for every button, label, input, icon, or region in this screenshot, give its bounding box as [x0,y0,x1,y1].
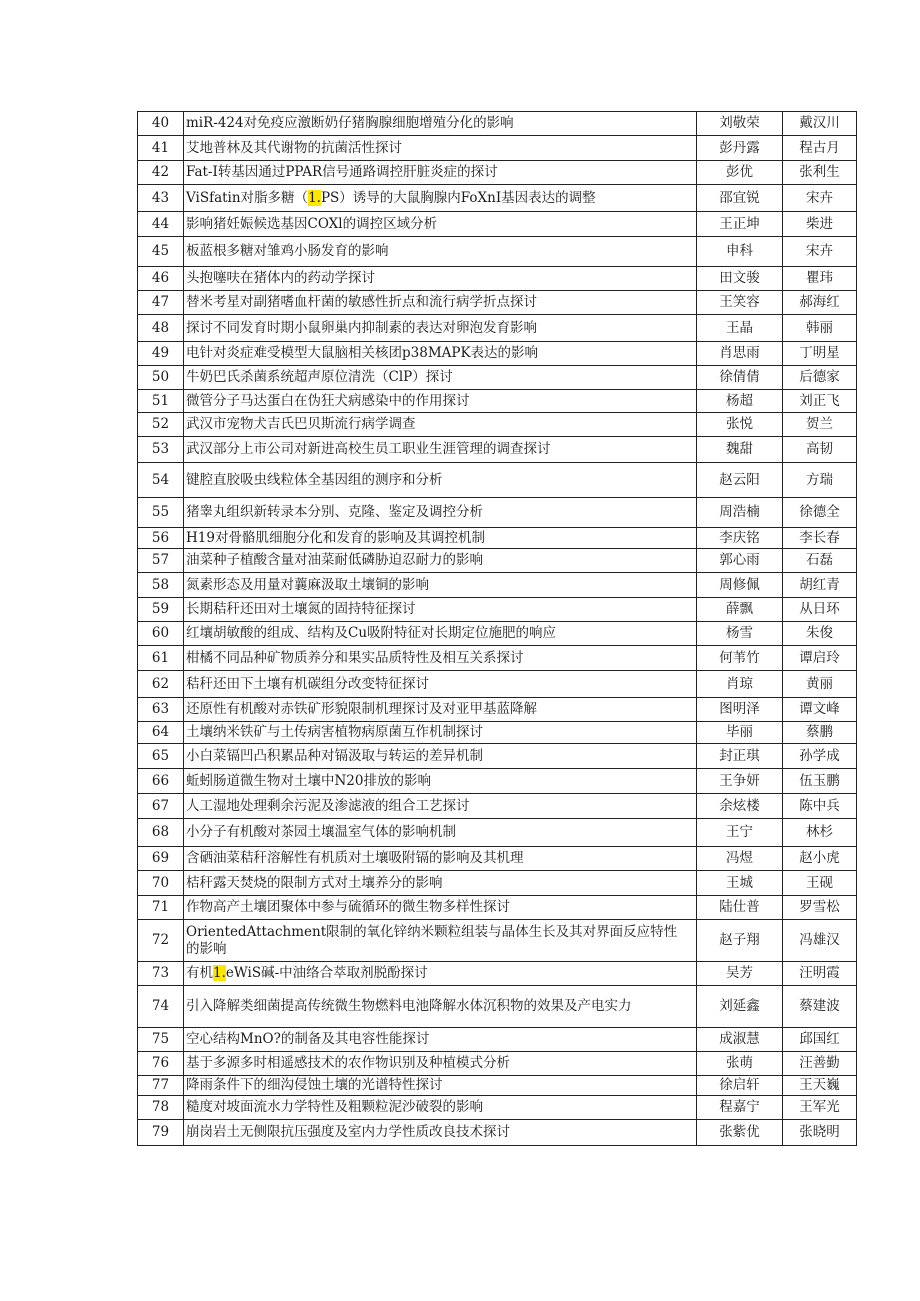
row-number: 77 [138,1076,184,1096]
advisor-name: 谭文峰 [783,698,857,722]
student-name: 刘延鑫 [697,986,783,1028]
row-number: 79 [138,1120,184,1146]
thesis-title: 探讨不同发育时期小鼠卵巢内抑制素的表达对卵泡发育影响 [184,315,697,342]
row-number: 71 [138,896,184,920]
thesis-title: 秸秆还田下土壤有机碳组分改变特征探讨 [184,671,697,698]
student-name: 周修佩 [697,573,783,598]
table-row [138,698,857,722]
advisor-name: 王砚 [783,871,857,896]
student-name: 李庆铭 [697,528,783,549]
thesis-table [137,111,857,1146]
thesis-title: 引入降解类细菌提高传统微生物燃料电池降解水体沉积物的效果及产电实力 [184,986,697,1028]
student-name: 赵云阳 [697,463,783,498]
table-row [138,819,857,847]
row-number: 53 [138,437,184,463]
student-name: 王争妍 [697,769,783,794]
student-name: 毕丽 [697,722,783,744]
table-row [138,769,857,794]
thesis-title: 蚯蚓肠道微生物对土壤中N20排放的影响 [184,769,697,794]
student-name: 王宁 [697,819,783,847]
row-number: 69 [138,847,184,871]
row-number: 65 [138,744,184,769]
table-row [138,1052,857,1076]
advisor-name: 宋卉 [783,237,857,267]
student-name: 申科 [697,237,783,267]
row-number: 41 [138,136,184,161]
row-number: 60 [138,622,184,646]
row-number: 57 [138,549,184,573]
advisor-name: 林杉 [783,819,857,847]
thesis-title: 含硒油菜秸秆溶解性有机质对土壤吸附镉的影响及其机理 [184,847,697,871]
advisor-name: 柴进 [783,212,857,237]
thesis-title: 武汉市宠物犬吉氏巴贝斯流行病学调查 [184,413,697,437]
table-row [138,291,857,315]
thesis-title-part: 有机 [186,965,213,981]
advisor-name: 张利生 [783,161,857,185]
table-row [138,986,857,1028]
student-name: 图明泽 [697,698,783,722]
advisor-name: 王军光 [783,1096,857,1120]
row-number: 66 [138,769,184,794]
row-number: 51 [138,390,184,413]
thesis-title: 小白菜镉凹凸积累品种对镉汲取与转运的差异机制 [184,744,697,769]
table-row [138,573,857,598]
highlighted-text: 1. [213,965,226,981]
advisor-name: 徐德全 [783,498,857,528]
row-number: 76 [138,1052,184,1076]
advisor-name: 戴汉川 [783,112,857,136]
thesis-title: 艾地普林及其代谢物的抗菌活性探讨 [184,136,697,161]
advisor-name: 张晓明 [783,1120,857,1146]
thesis-title: 基于多源多时相遥感技术的农作物识别及种植模式分析 [184,1052,697,1076]
table-row [138,871,857,896]
table-row [138,1028,857,1052]
row-number: 50 [138,366,184,390]
row-number: 59 [138,598,184,622]
table-row [138,622,857,646]
thesis-title: H19对骨骼肌细胞分化和发育的影响及其调控机制 [184,528,697,549]
thesis-title-part: PS）诱导的大鼠胸腺内FoXnI基因表达的调整 [320,189,596,206]
advisor-name: 伍玉鹏 [783,769,857,794]
row-number: 46 [138,267,184,291]
thesis-title: 油菜种子植酸含量对油菜耐低磷胁迫忍耐力的影响 [184,549,697,573]
table-row [138,212,857,237]
student-name: 张紫优 [697,1120,783,1146]
table-row [138,315,857,342]
thesis-title: Fat-I转基因通过PPAR信号通路调控肝脏炎症的探讨 [184,161,697,185]
thesis-title: 武汉部分上市公司对新进高校生员工职业生涯管理的调查探讨 [184,437,697,463]
thesis-title: 作物高产土壤团聚体中参与硫循环的微生物多样性探讨 [184,896,697,920]
table-row [138,390,857,413]
row-number: 54 [138,463,184,498]
advisor-name: 罗雪松 [783,896,857,920]
student-name: 薛飘 [697,598,783,622]
thesis-title: 猪睾丸组织新转录本分别、克隆、鉴定及调控分析 [184,498,697,528]
advisor-name: 贺兰 [783,413,857,437]
advisor-name: 黄丽 [783,671,857,698]
table-row [138,185,857,212]
thesis-title: 长期秸秆还田对土壤氮的固持特征探讨 [184,598,697,622]
table-row [138,1076,857,1096]
thesis-title-part: eWiS碱-中油络合萃取剂脱酚探讨 [225,965,428,981]
thesis-title: 氮素形态及用量对蘘麻汲取土壤铜的影响 [184,573,697,598]
table-row [138,498,857,528]
thesis-title: 还原性有机酸对赤铁矿形貌限制机理探讨及对亚甲基蓝降解 [184,698,697,722]
row-number: 52 [138,413,184,437]
student-name: 杨超 [697,390,783,413]
student-name: 余炫楼 [697,794,783,819]
thesis-title: 红壤胡敏酸的组成、结构及Cu吸附特征对长期定位施肥的响应 [184,622,697,646]
advisor-name: 陈中兵 [783,794,857,819]
advisor-name: 郝海红 [783,291,857,315]
thesis-title: 小分子有机酸对茶园土壤温室气体的影响机制 [184,819,697,847]
advisor-name: 方瑞 [783,463,857,498]
table-row [138,112,857,136]
table-row [138,528,857,549]
table-row [138,161,857,185]
advisor-name: 汪善勤 [783,1052,857,1076]
row-number: 74 [138,986,184,1028]
student-name: 魏甜 [697,437,783,463]
thesis-title: miR-424对免疫应激断奶仔猪胸腺细胞增殖分化的影响 [184,112,697,136]
table-row [138,598,857,622]
table-row [138,671,857,698]
row-number: 61 [138,646,184,671]
row-number: 64 [138,722,184,744]
row-number: 49 [138,342,184,366]
student-name: 吴芳 [697,962,783,986]
student-name: 成淑慧 [697,1028,783,1052]
table-row [138,342,857,366]
row-number: 58 [138,573,184,598]
advisor-name: 从日环 [783,598,857,622]
row-number: 47 [138,291,184,315]
row-number: 67 [138,794,184,819]
table-row [138,962,857,986]
advisor-name: 蔡鹏 [783,722,857,744]
thesis-title [184,185,697,212]
student-name: 刘敬荣 [697,112,783,136]
student-name: 冯煜 [697,847,783,871]
advisor-name: 后德家 [783,366,857,390]
row-number: 63 [138,698,184,722]
advisor-name: 胡红青 [783,573,857,598]
advisor-name: 石磊 [783,549,857,573]
thesis-title: 降雨条件下的细沟侵蚀土壤的光谱特性探讨 [184,1076,697,1096]
row-number: 40 [138,112,184,136]
student-name: 周浩楠 [697,498,783,528]
student-name: 肖琼 [697,671,783,698]
thesis-title: 空心结构MnO?的制备及其电容性能探讨 [184,1028,697,1052]
thesis-title: 崩岗岩土无侧限抗压强度及室内力学性质改良技术探讨 [184,1120,697,1146]
row-number: 72 [138,920,184,962]
table-row [138,722,857,744]
student-name: 王正坤 [697,212,783,237]
student-name: 何苇竹 [697,646,783,671]
student-name: 王笑容 [697,291,783,315]
student-name: 程嘉宁 [697,1096,783,1120]
advisor-name: 孙学成 [783,744,857,769]
thesis-title: 土壤纳米铁矿与土传病害植物病原菌互作机制探讨 [184,722,697,744]
row-number: 68 [138,819,184,847]
thesis-title: 键腔直胶吸虫线粒体全基因组的测序和分析 [184,463,697,498]
advisor-name: 高韧 [783,437,857,463]
table-row [138,1120,857,1146]
advisor-name: 程古月 [783,136,857,161]
advisor-name: 朱俊 [783,622,857,646]
advisor-name: 谭启玲 [783,646,857,671]
thesis-title: 微管分子马达蛋白在伪狂犬病感染中的作用探讨 [184,390,697,413]
thesis-title: 人工湿地处理剩余污泥及渗滤液的组合工艺探讨 [184,794,697,819]
thesis-title: 桔秆露天焚烧的限制方式对土壤养分的影响 [184,871,697,896]
thesis-title: 电针对炎症难受模型大鼠脑相关核团p38MAPK表达的影响 [184,342,697,366]
advisor-name: 邱国红 [783,1028,857,1052]
student-name: 封正琪 [697,744,783,769]
advisor-name: 宋卉 [783,185,857,212]
row-number: 56 [138,528,184,549]
table-row [138,437,857,463]
student-name: 徐倩倩 [697,366,783,390]
table-row [138,237,857,267]
thesis-title: 牛奶巴氏杀菌系统超声原位清洗（ClP）探讨 [184,366,697,390]
advisor-name: 韩丽 [783,315,857,342]
table-row [138,463,857,498]
student-name: 陆仕普 [697,896,783,920]
advisor-name: 刘正飞 [783,390,857,413]
thesis-title: 影响猪妊娠候选基因COXl的调控区域分析 [184,212,697,237]
advisor-name: 王天巍 [783,1076,857,1096]
row-number: 43 [138,185,184,212]
student-name: 彭丹露 [697,136,783,161]
row-number: 45 [138,237,184,267]
table-row [138,1096,857,1120]
student-name: 彭优 [697,161,783,185]
table-row [138,267,857,291]
advisor-name: 丁明星 [783,342,857,366]
advisor-name: 蔡建波 [783,986,857,1028]
thesis-title: 板蓝根多糖对雏鸡小肠发育的影响 [184,237,697,267]
table-row [138,920,857,962]
row-number: 75 [138,1028,184,1052]
highlighted-text: 1. [308,189,321,206]
table-row [138,794,857,819]
thesis-title: 替米考星对副猪嗜血杆菌的敏感性折点和流行病学折点探讨 [184,291,697,315]
table-row [138,549,857,573]
student-name: 王城 [697,871,783,896]
student-name: 邵宜锐 [697,185,783,212]
student-name: 徐启轩 [697,1076,783,1096]
thesis-title: OrientedAttachment限制的氧化锌纳米颗粒组装与晶体生长及其对界面反应特性的影响 [184,920,697,962]
table-row [138,847,857,871]
advisor-name: 李长春 [783,528,857,549]
row-number: 78 [138,1096,184,1120]
student-name: 赵子翔 [697,920,783,962]
table-body [138,112,857,1146]
student-name: 王晶 [697,315,783,342]
student-name: 田文骏 [697,267,783,291]
thesis-title: 柑橘不同品种矿物质养分和果实品质特性及相互关系探讨 [184,646,697,671]
thesis-title: 糙度对坡面流水力学特性及粗颗粒泥沙破裂的影响 [184,1096,697,1120]
table-row [138,896,857,920]
table-row [138,413,857,437]
row-number: 42 [138,161,184,185]
row-number: 48 [138,315,184,342]
advisor-name: 汪明霞 [783,962,857,986]
row-number: 73 [138,962,184,986]
student-name: 张悦 [697,413,783,437]
thesis-title [184,962,697,986]
student-name: 郭心雨 [697,549,783,573]
student-name: 张萌 [697,1052,783,1076]
row-number: 55 [138,498,184,528]
table-row [138,646,857,671]
advisor-name: 赵小虎 [783,847,857,871]
advisor-name: 冯雄汉 [783,920,857,962]
row-number: 62 [138,671,184,698]
advisor-name: 瞿玮 [783,267,857,291]
student-name: 杨雪 [697,622,783,646]
thesis-title-part: ViSfatin对脂多糖（ [186,189,309,206]
student-name: 肖思雨 [697,342,783,366]
table-row [138,136,857,161]
thesis-title: 头抱噻呋在猪体内的药动学探讨 [184,267,697,291]
table-row [138,744,857,769]
row-number: 70 [138,871,184,896]
row-number: 44 [138,212,184,237]
table-row [138,366,857,390]
